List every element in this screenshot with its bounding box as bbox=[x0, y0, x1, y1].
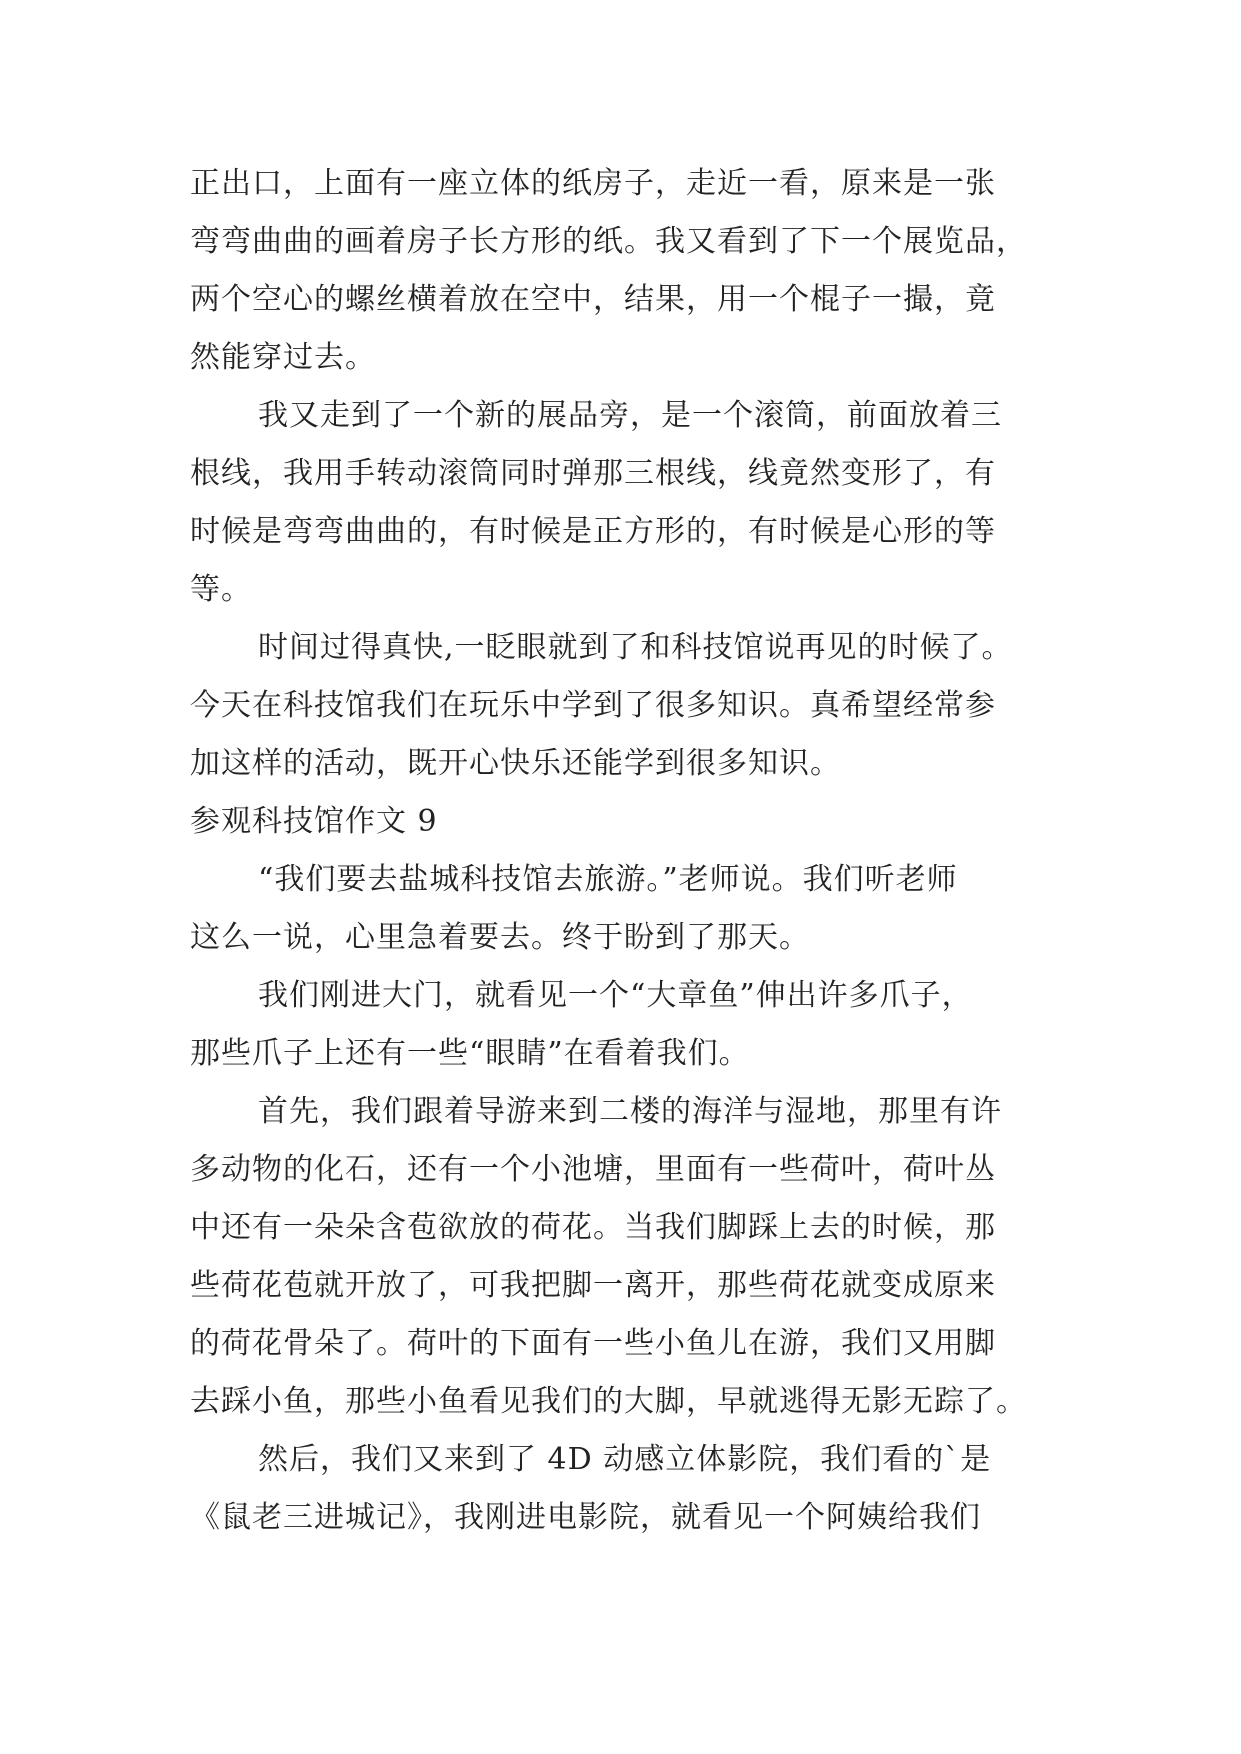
section-title: 参观科技馆作文 9 bbox=[190, 804, 438, 839]
text-line: 等。 bbox=[190, 572, 252, 607]
text-line: “我们要去盐城科技馆去旅游。”老师说。我们听老师 bbox=[258, 862, 958, 897]
text-line: 这么一说，心里急着要去。终于盼到了那天。 bbox=[190, 920, 810, 955]
text-line: 我们刚进大门，就看见一个“大章鱼”伸出许多爪子， bbox=[258, 978, 973, 1013]
text-line: 首先，我们跟着导游来到二楼的海洋与湿地，那里有许 bbox=[258, 1094, 1002, 1129]
text-line: 正出口，上面有一座立体的纸房子，走近一看，原来是一张 bbox=[190, 166, 996, 201]
paragraph bbox=[190, 619, 1070, 793]
text-line: 时候是弯弯曲曲的，有时候是正方形的，有时候是心形的等 bbox=[190, 514, 996, 549]
text-line: 《鼠老三进城记》，我刚进电影院，就看见一个阿姨给我们 bbox=[190, 1500, 981, 1535]
text-line: 时间过得真快,一眨眼就到了和科技馆说再见的时候了。 bbox=[258, 630, 1013, 665]
text-line: 两个空心的螺丝横着放在空中，结果，用一个棍子一撮，竟 bbox=[190, 282, 996, 317]
text-line: 加这样的活动，既开心快乐还能学到很多知识。 bbox=[190, 746, 841, 781]
document-body bbox=[190, 155, 1070, 1547]
text-line: 去踩小鱼，那些小鱼看见我们的大脚，早就逃得无影无踪了。 bbox=[190, 1384, 1027, 1419]
text-line: 今天在科技馆我们在玩乐中学到了很多知识。真希望经常参 bbox=[190, 688, 996, 723]
text-line: 然能穿过去。 bbox=[190, 340, 376, 375]
paragraph bbox=[190, 851, 1070, 967]
text-line: 些荷花苞就开放了，可我把脚一离开，那些荷花就变成原来 bbox=[190, 1268, 996, 1303]
text-line: 然后，我们又来到了 4D 动感立体影院，我们看的`是 bbox=[258, 1442, 992, 1477]
text-line: 的荷花骨朵了。荷叶的下面有一些小鱼儿在游，我们又用脚 bbox=[190, 1326, 996, 1361]
text-line: 多动物的化石，还有一个小池塘，里面有一些荷叶，荷叶丛 bbox=[190, 1152, 996, 1187]
paragraph bbox=[190, 1083, 1070, 1431]
text-line: 那些爪子上还有一些“眼睛”在看着我们。 bbox=[190, 1036, 750, 1071]
paragraph bbox=[190, 967, 1070, 1083]
text-line: 中还有一朵朵含苞欲放的荷花。当我们脚踩上去的时候，那 bbox=[190, 1210, 996, 1245]
text-line: 弯弯曲曲的画着房子长方形的纸。我又看到了下一个展览品， bbox=[190, 224, 1027, 259]
text-line: 根线，我用手转动滚筒同时弹那三根线，线竟然变形了，有 bbox=[190, 456, 996, 491]
text-line: 我又走到了一个新的展品旁，是一个滚筒，前面放着三 bbox=[258, 398, 1002, 433]
paragraph bbox=[190, 387, 1070, 619]
paragraph bbox=[190, 1431, 1070, 1547]
paragraph bbox=[190, 155, 1070, 387]
